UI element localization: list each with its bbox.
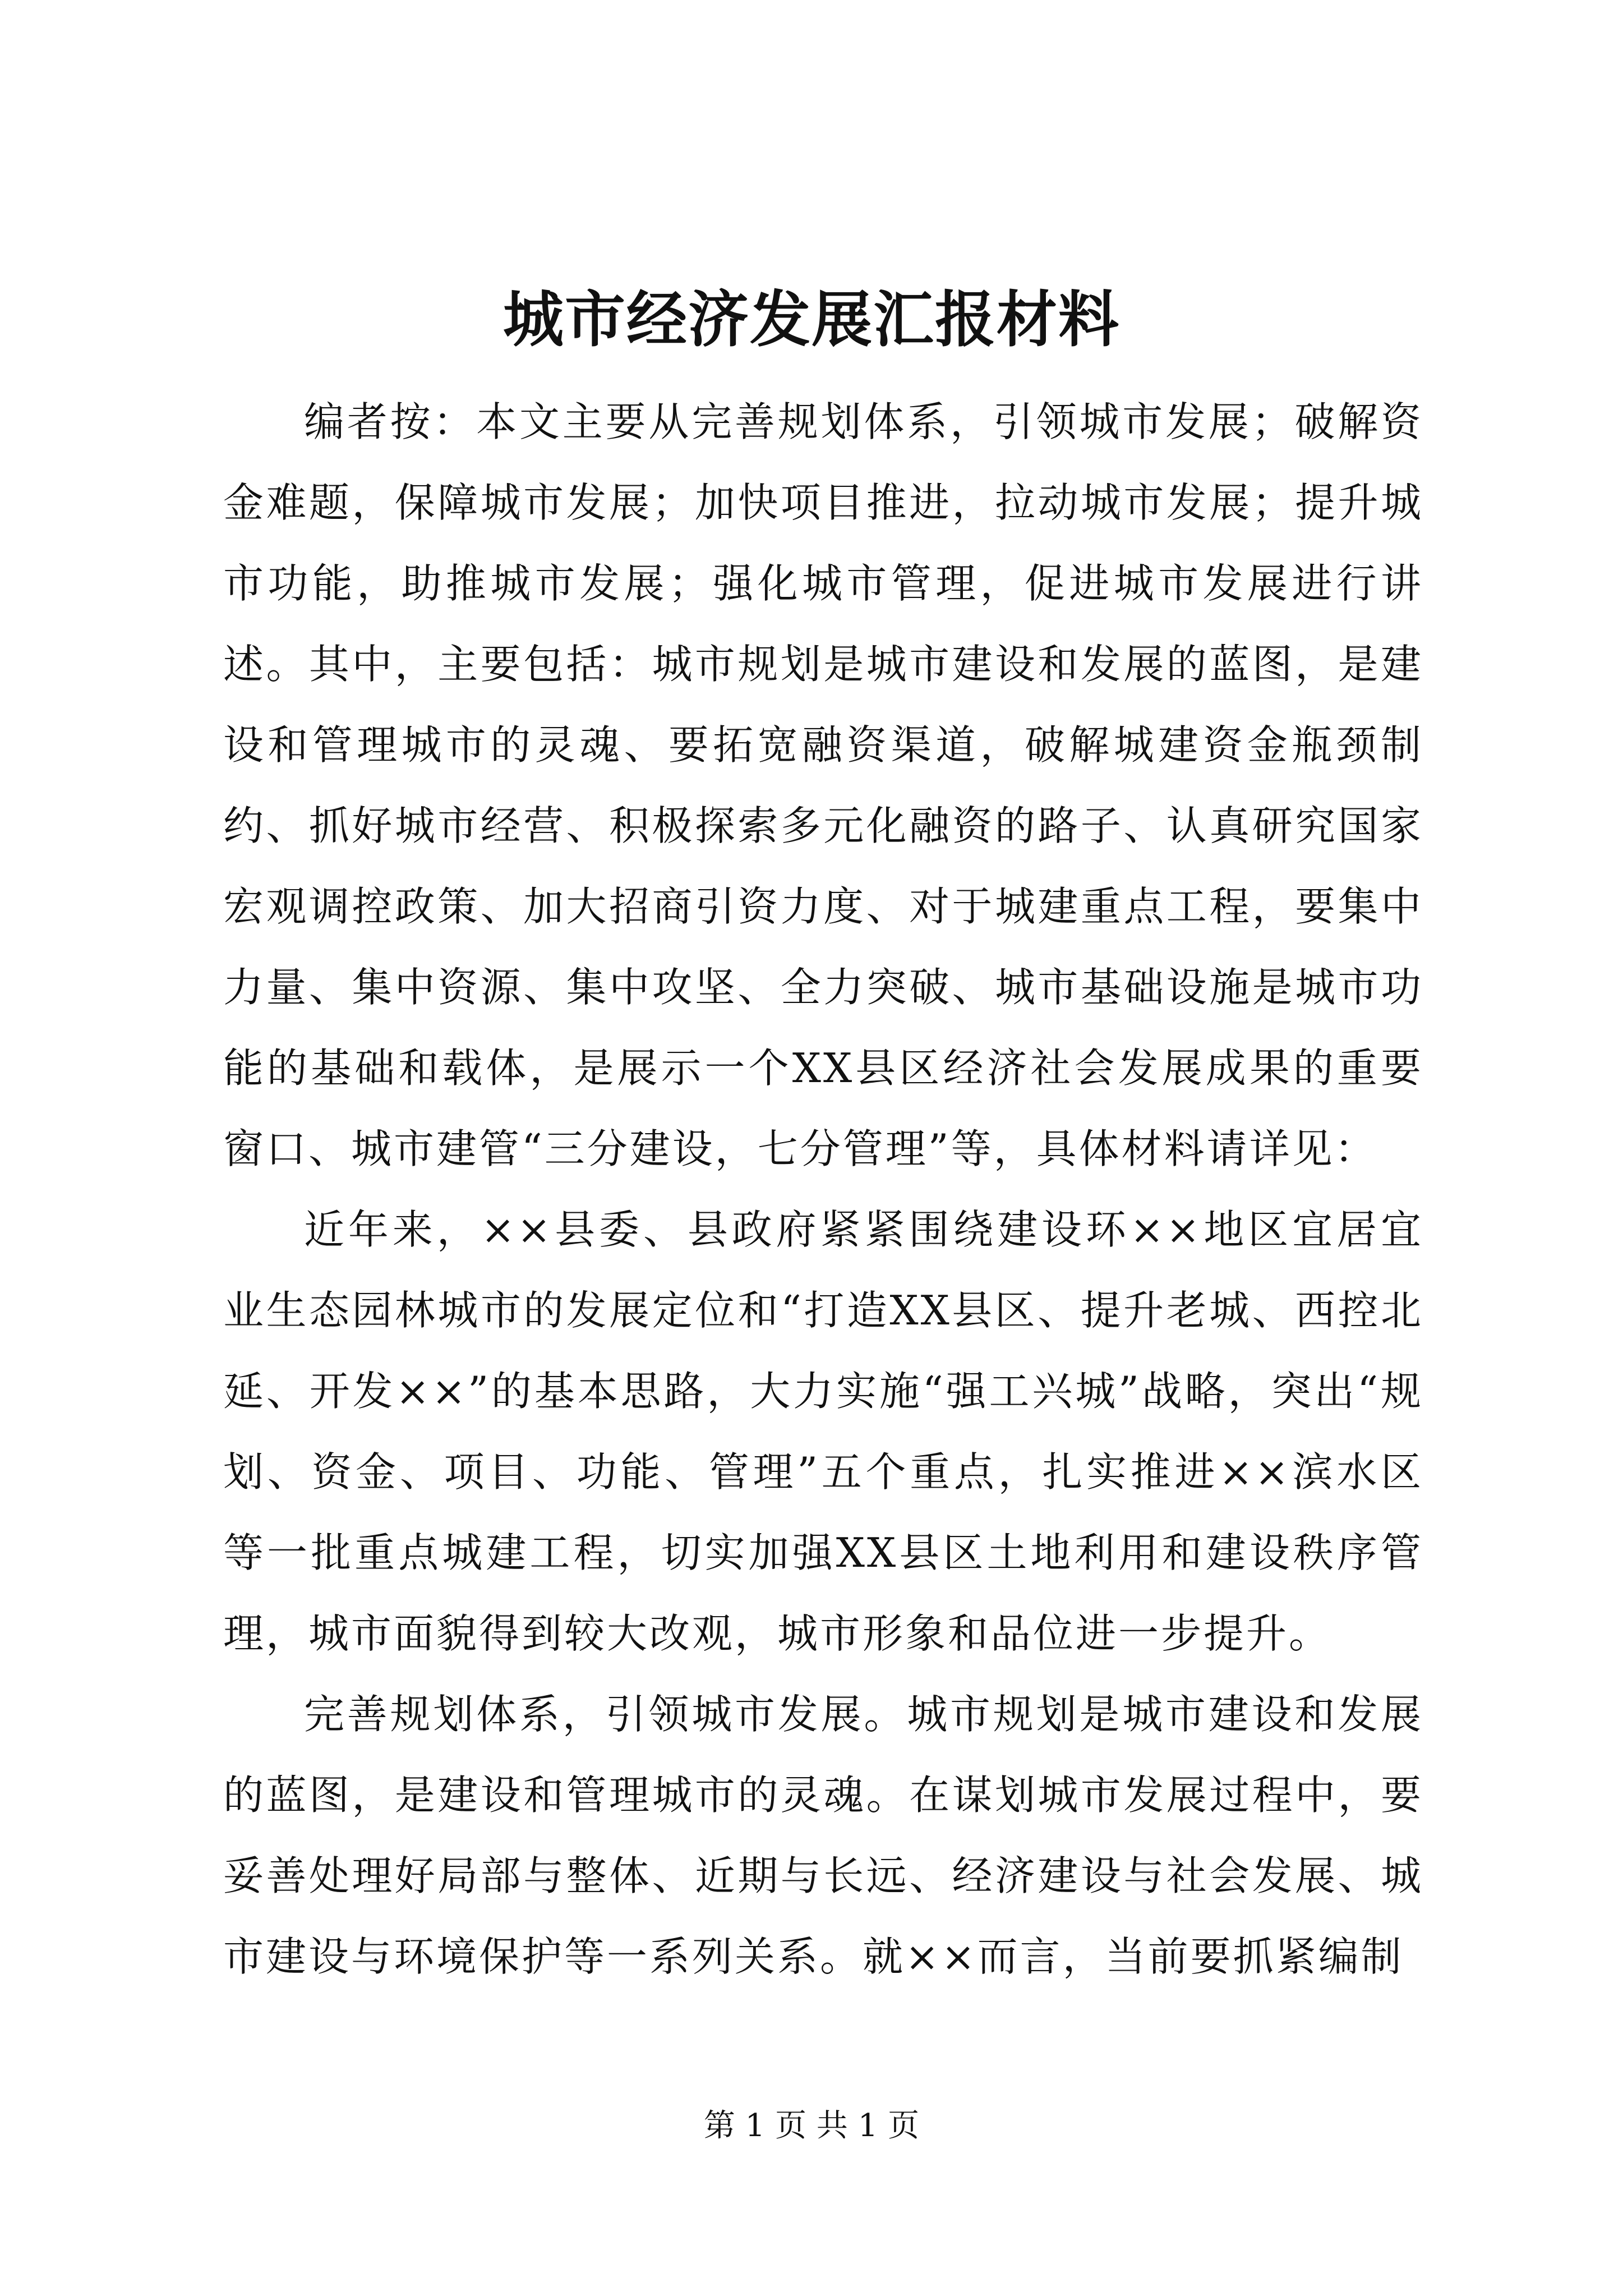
paragraph-planning: 完善规划体系，引领城市发展。城市规划是城市建设和发展的蓝图，是建设和管理城市的灵魂。在谋划城市发展过程中，要妥善处理好局部与整体、近期与长远、经济建设与社会发展、城市建设与环境保护等一系列关系。就××而言，当前要抓紧编制 <box>223 1691 1423 1980</box>
document-title: 城市经济发展汇报材料 <box>502 284 1120 355</box>
paragraph-overview: 近年来，××县委、县政府紧紧围绕建设环××地区宜居宜业生态园林城市的发展定位和“打造XX县区、提升老城、西控北延、开发××”的基本思路，大力实施“强工兴城”战略，突出“规划、资金、项目、功能、管理”五个重点，扎实推进××滨水区等一批重点城建工程，切实加强XX县区土地利用和建设秩序管理，城市面貌得到较大改观，城市形象和品位进一步提升。 <box>223 1206 1423 1657</box>
page-footer: 第 1 页 共 1 页 <box>703 2108 920 2144</box>
paragraph-editor-note: 编者按：本文主要从完善规划体系，引领城市发展；破解资金难题，保障城市发展；加快项目推进，拉动城市发展；提升城市功能，助推城市发展；强化城市管理，促进城市发展进行讲述。其中，主要包括：城市规划是城市建设和发展的蓝图，是建设和管理城市的灵魂、要拓宽融资渠道，破解城建资金瓶颈制约、抓好城市经营、积极探索多元化融资的路子、认真研究国家宏观调控政策、加大招商引资力度、对于城建重点工程，要集中力量、集中资源、集中攻坚、全力突破、城市基础设施是城市功能的基础和载体，是展示一个XX县区经济社会发展成果的重要窗口、城市建管“三分建设，七分管理”等，具体材料请详见： <box>223 398 1423 1172</box>
document-body <box>223 381 1423 1997</box>
